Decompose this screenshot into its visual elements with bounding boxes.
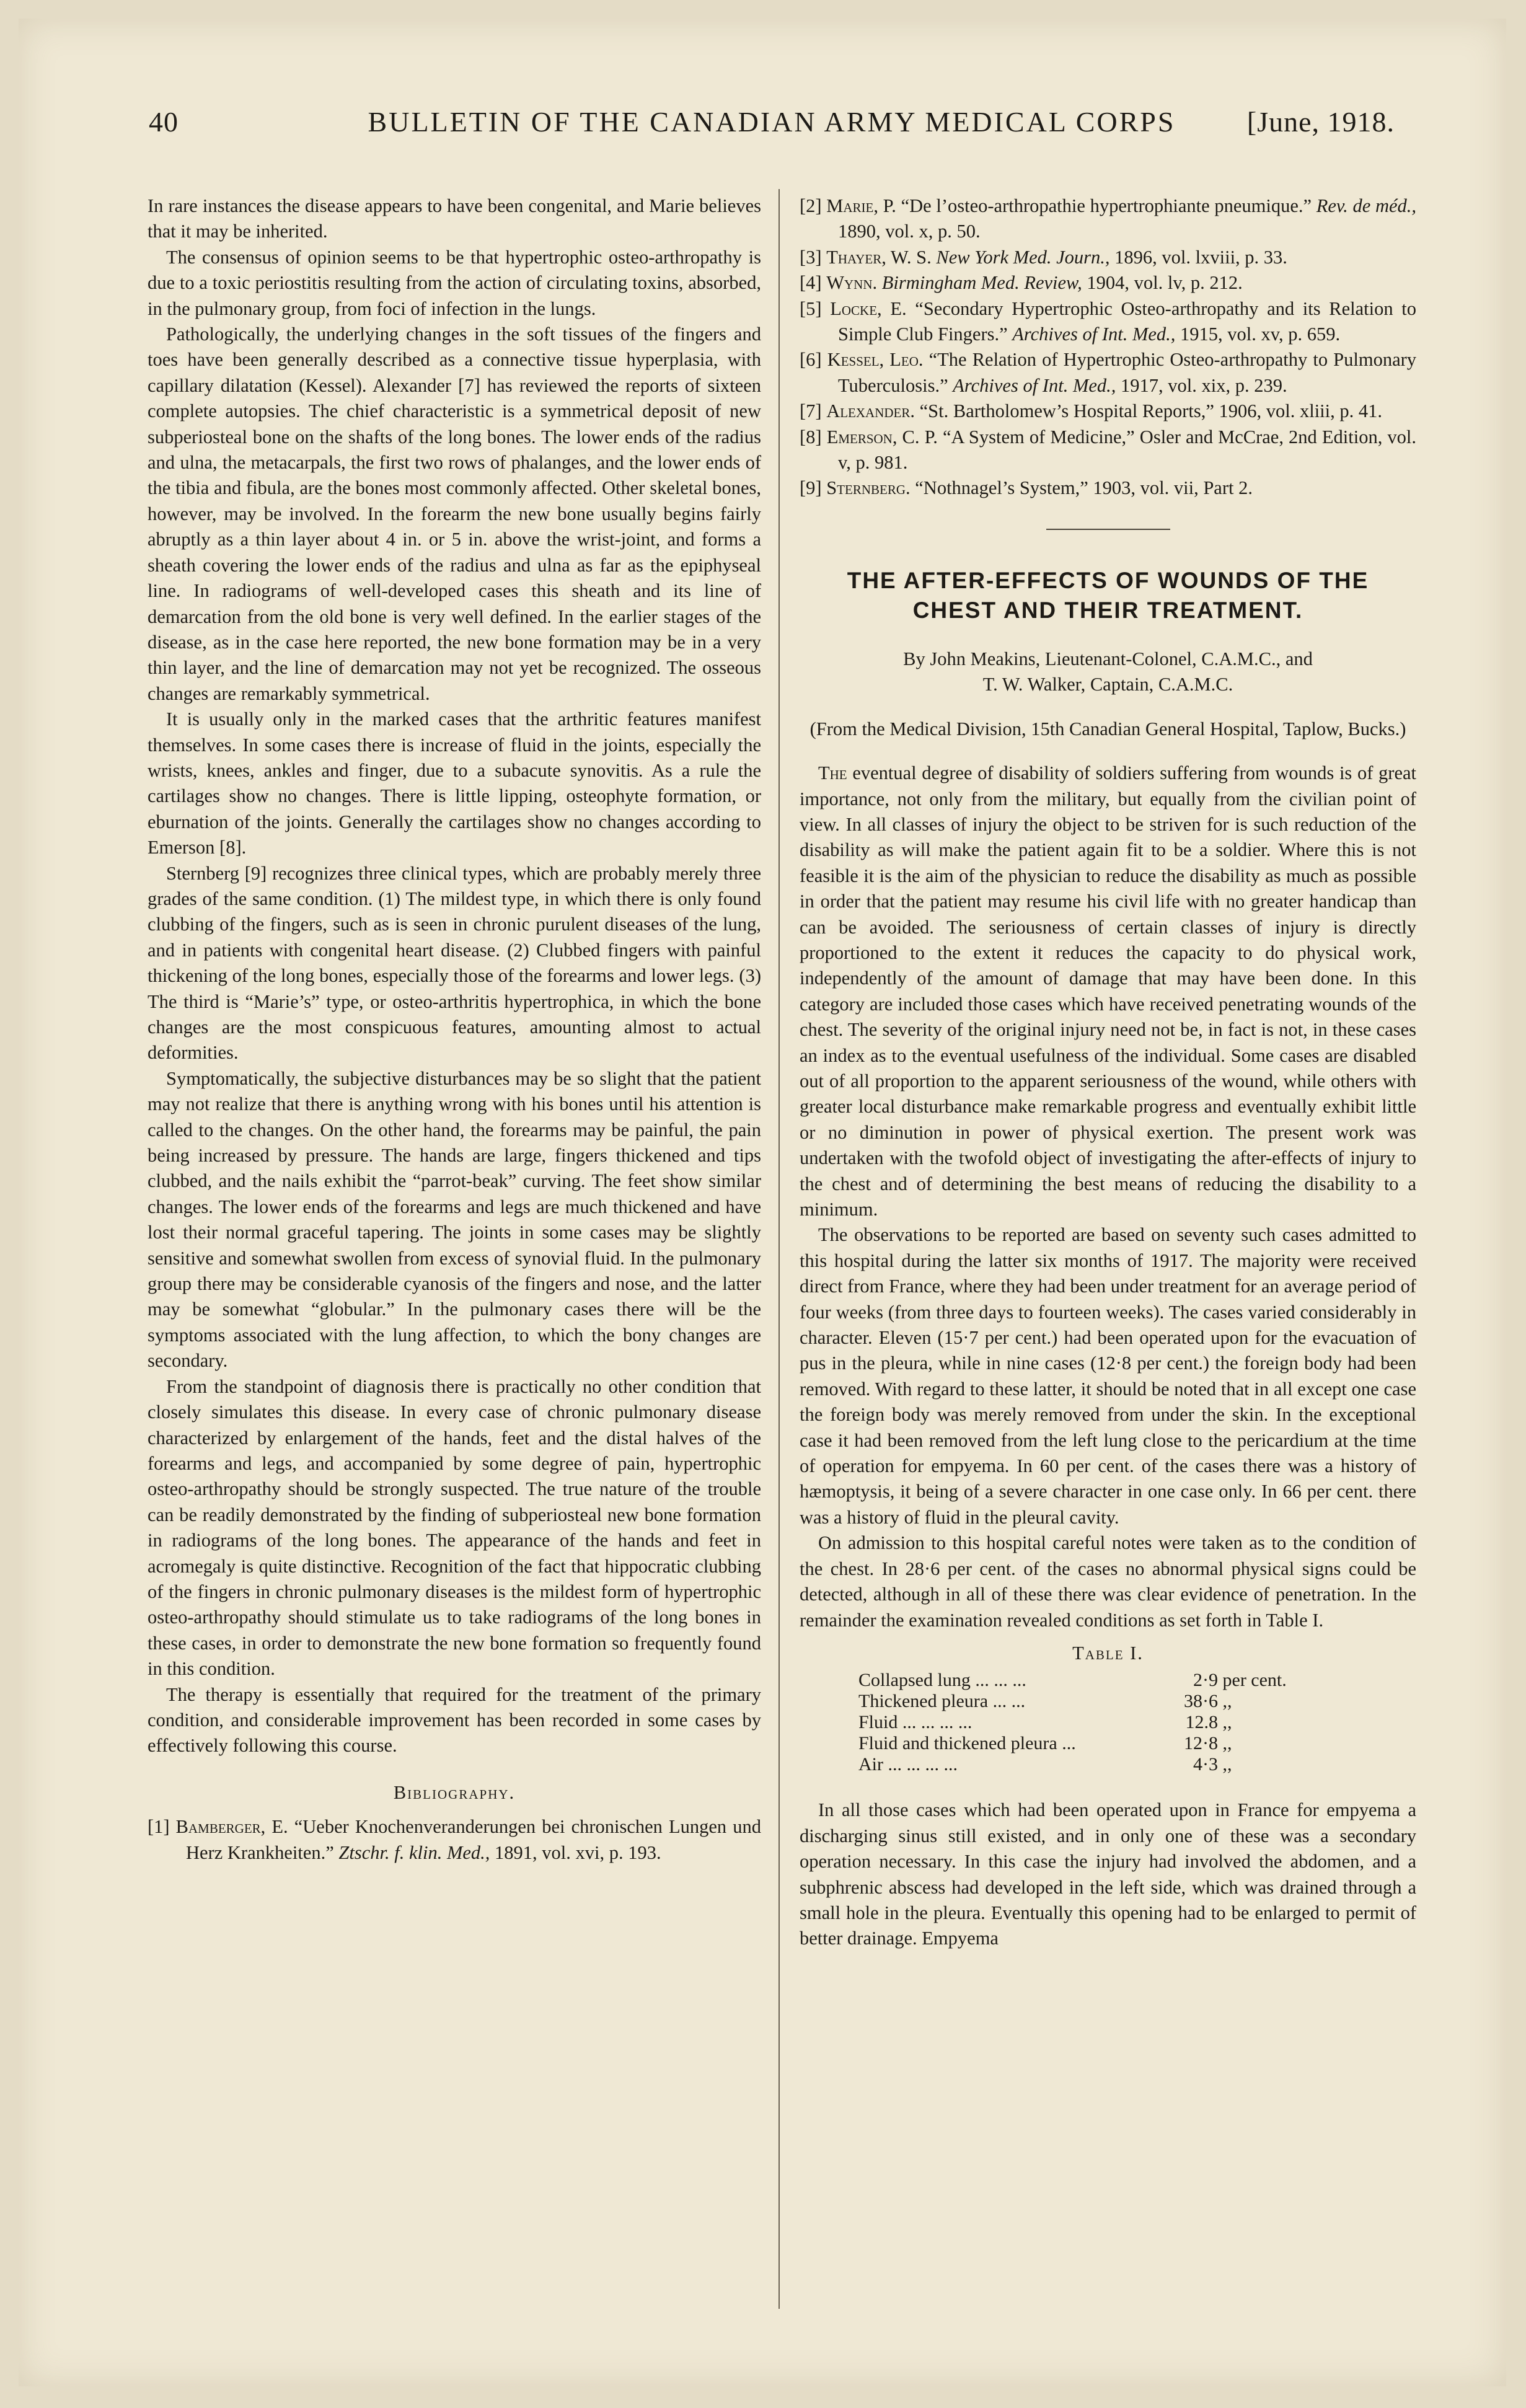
paragraph: Sternberg [9] recognizes three clinical types, which are probably merely three grades of the same condition. (1) The mildest type, in which there is only found clubbing of the fingers, such as is seen in chronic purulent diseases of the lung, and in patients with congenital heart disease. (2) Clubbed fingers with painful thickening of the long bones, especially those of the forearms and lower legs. (3) The third is “Marie’s” type, or osteo-arthritis hypertrophica, in which the bone changes are the most conspicuous features, amounting almost to actual deformities. bbox=[148, 862, 761, 1064]
ref-number: [3] bbox=[800, 246, 822, 268]
paragraph-text: eventual degree of disability of soldiers suffering from wounds is of great importance, not only from the military, but equally from the civilian point of view. In all classes of injury the object to be striven for is such reduction of the disability as will make the patient again fit to be a soldier. Where this is not feasible it is the aim of the physician to reduce the disability as much as possible in order that the patient may resume his civil life with no greater handicap than can be avoided. The seriousness of certain classes of injury is directly proportioned to the extent it reduces the capacity to do physical work, independently of the amount of damage that may have been done. In this category are included those cases which have received penetrating wounds of the chest. The severity of the original injury need not be, in fact is not, in these cases an index as to the eventual usefulness of the individual. Some cases are disabled out of all proportion to the apparent seriousness of the wound, while others with greater local disturbance make remarkable progress and eventually exhibit little or no diminution in power of physical exertion. The present work was undertaken with the twofold object of investigating the after-effects of injury to the chest and of determining the best means of reducing the disability to a minimum. bbox=[800, 762, 1416, 1220]
table-cell: 4·3 bbox=[1193, 1754, 1218, 1775]
ref-text: “A System of Medicine,” Osler and McCrae, 2nd Edition, vol. v, p. 981. bbox=[838, 426, 1417, 474]
table-cell: ,, bbox=[1222, 1712, 1232, 1733]
table-cell: Air ... ... ... ... bbox=[858, 1754, 958, 1775]
column-divider bbox=[778, 189, 780, 2309]
table-cell: ,, bbox=[1222, 1733, 1232, 1754]
ref-author: Emerson, C. P. bbox=[826, 426, 938, 448]
ref-author: Sternberg. bbox=[826, 477, 911, 499]
page-header bbox=[149, 105, 1395, 155]
byline bbox=[800, 646, 1416, 698]
reference-item bbox=[800, 347, 1416, 399]
ref-text: “Ueber Knochenveranderungen bei chronischen Lungen und Herz Krankheiten.” bbox=[186, 1816, 761, 1863]
lead-word: The bbox=[818, 762, 847, 784]
ref-author: Marie, P. bbox=[826, 195, 896, 216]
ref-text: “De l’osteo-arthropathie hypertrophiante pneumique.” bbox=[901, 195, 1312, 216]
ref-number: [5] bbox=[800, 298, 822, 319]
issue-date: [June, 1918. bbox=[1246, 106, 1395, 138]
table-row bbox=[858, 1712, 1287, 1733]
table-cell: per cent. bbox=[1222, 1670, 1287, 1691]
ref-details: 1890, vol. x, p. 50. bbox=[838, 221, 981, 242]
reference-item bbox=[800, 399, 1416, 424]
running-head: BULLETIN OF THE CANADIAN ARMY MEDICAL CORPS bbox=[368, 106, 1176, 138]
paragraph: Pathologically, the underlying changes in the soft tissues of the fingers and toes have been generally described as a connective tissue hyperplasia, with capillary dilatation (Kessel). Alexander [7] has reviewed the reports of sixteen complete autopsies. The chief characteristic is a symmetrical deposit of new subperiosteal bone on the shafts of the long bones. The lower ends of the radius and ulna, the metacarpals, the first two rows of phalanges, and the lower ends of the tibia and fibula, are the bones most commonly affected. Other skeletal bones, however, may be involved. In the forearm the new bone usually begins fairly abruptly as a thin layer about 4 in. or 5 in. above the wrist-joint, and forms a sheath covering the lower ends of the radius and ulna as far as the epiphyseal line. In radiograms of well-developed cases this sheath and its line of demarcation from the old bone is very well defined. In the earlier stages of the disease, as in the case here reported, the new bone formation may be in a very thin layer, and the line of demarcation may not yet be recognized. The osseous changes are remarkably symmetrical. bbox=[148, 324, 761, 704]
table-cell: Collapsed lung ... ... ... bbox=[858, 1670, 1026, 1691]
page-number: 40 bbox=[149, 106, 179, 138]
ref-author: Thayer, W. S. bbox=[826, 246, 932, 268]
left-column bbox=[148, 193, 761, 1866]
ref-details: 1915, vol. xv, p. 659. bbox=[1180, 324, 1341, 345]
ref-author: Kessel, Leo. bbox=[827, 349, 924, 371]
table-cell: 2·9 bbox=[1193, 1670, 1218, 1691]
ref-journal: Archives of Int. Med., bbox=[953, 374, 1116, 396]
table-cell: 12.8 bbox=[1185, 1712, 1218, 1733]
ref-journal: Rev. de méd., bbox=[1316, 195, 1417, 216]
ref-number: [2] bbox=[800, 195, 822, 216]
ref-author: Wynn. bbox=[826, 272, 878, 294]
ref-journal: New York Med. Journ., bbox=[936, 246, 1110, 268]
reference-item bbox=[800, 475, 1416, 501]
ref-author: Bamberger, E. bbox=[175, 1816, 288, 1838]
table-cell: 38·6 bbox=[1184, 1691, 1218, 1712]
article-title-line: THE AFTER-EFFECTS OF WOUNDS OF THE bbox=[847, 567, 1369, 593]
paragraph: In rare instances the disease appears to have been congenital, and Marie believes that it may be inherited. bbox=[148, 195, 761, 242]
ref-author: Alexander. bbox=[826, 400, 915, 422]
section-separator bbox=[1046, 529, 1170, 530]
ref-details: 1896, vol. lxviii, p. 33. bbox=[1114, 246, 1287, 268]
table-title: Table I. bbox=[1072, 1642, 1144, 1664]
ref-journal: Birmingham Med. Review, bbox=[881, 272, 1082, 294]
ref-number: [9] bbox=[800, 477, 822, 499]
table-cell: Fluid ... ... ... ... bbox=[858, 1712, 972, 1733]
table-row bbox=[858, 1670, 1287, 1691]
ref-details: 1891, vol. xvi, p. 193. bbox=[495, 1841, 661, 1863]
ref-number: [6] bbox=[800, 349, 822, 371]
reference-item bbox=[800, 425, 1416, 476]
ref-number: [7] bbox=[800, 400, 822, 422]
paragraph: The observations to be reported are based on seventy such cases admitted to this hospital during the latter six months of 1917. The majority were received direct from France, where they had been under treatment for an average period of four weeks (from three days to fourteen weeks). The cases varied considerably in character. Eleven (15·7 per cent.) had been operated upon for the evacuation of pus in the pleura, while in nine cases (12·8 per cent.) the foreign body had been removed. With regard to these latter, it should be noted that in all except one case the foreign body was merely removed from under the skin. In the exceptional case it had been removed from the left lung close to the pericardium at the time of operation for empyema. In 60 per cent. of the cases there was a history of hæmoptysis, it being of a severe character in one case only. In 66 per cent. there was a history of fluid in the pleural cavity. bbox=[800, 1224, 1416, 1528]
reference-item bbox=[800, 270, 1416, 296]
ref-journal: Ztschr. f. klin. Med., bbox=[338, 1841, 490, 1863]
table-cell: Thickened pleura ... ... bbox=[858, 1691, 1026, 1712]
paragraph: On admission to this hospital careful notes were taken as to the condition of the chest. In 28·6 per cent. of the cases no abnormal physical signs could be detected, although in all of these there was clear evidence of penetration. In the remainder the examination revealed conditions as set forth in Table I. bbox=[800, 1532, 1416, 1631]
ref-journal: Archives of Int. Med., bbox=[1012, 324, 1176, 345]
ref-text: “Nothnagel’s System,” 1903, vol. vii, Part 2. bbox=[915, 477, 1253, 499]
reference-item bbox=[800, 296, 1416, 348]
table-row bbox=[858, 1691, 1287, 1712]
page bbox=[19, 19, 1506, 2386]
paragraph: In all those cases which had been operated upon in France for empyema a discharging sinus still existed, and in only one of these was a secondary operation necessary. In this case the injury had involved the abdomen, and a subphrenic abscess had developed in the left side, which was drained through a small hole in the pleura. Eventually this opening had to be enlarged to permit of better drainage. Empyema bbox=[800, 1799, 1416, 1949]
paragraph: The therapy is essentially that required for the treatment of the primary condition, and considerable improvement has been recorded in some cases by effectively following this course. bbox=[148, 1683, 761, 1757]
table-row bbox=[858, 1733, 1287, 1754]
paragraph: It is usually only in the marked cases that the arthritic features manifest themselves. In some cases there is increase of fluid in the joints, especially the wrists, knees, ankles and finger, due to a subacute synovitis. As a rule the cartilages show no changes. There is little lipping, osteophyte formation, or eburnation of the joints. Generally the cartilages show no changes according to Emerson [8]. bbox=[148, 708, 761, 858]
paragraph: Symptomatically, the subjective disturbances may be so slight that the patient may not realize that there is anything wrong with his bones until his attention is called to the changes. On the other hand, the forearms may be painful, the pain being increased by pressure. The hands are large, fingers thickened and tips clubbed, and the nails exhibit the “parrot-beak” curving. The feet show similar changes. The lower ends of the forearms and legs are much thickened and have lost their normal graceful tapering. The joints in some cases may be slightly sensitive and somewhat swollen from excess of synovial fluid. In the pulmonary group there may be considerable cyanosis of the fingers and nose, and the latter may be somewhat “globular.” In the pulmonary cases there will be the symptoms associated with the lung affection, to which the bony changes are secondary. bbox=[148, 1067, 761, 1372]
table-cell: Fluid and thickened pleura ... bbox=[858, 1733, 1076, 1754]
data-table bbox=[858, 1670, 1287, 1775]
affiliation: (From the Medical Division, 15th Canadian General Hospital, Taplow, Bucks.) bbox=[809, 718, 1406, 739]
ref-details: 1904, vol. lv, p. 212. bbox=[1087, 272, 1243, 294]
reference-item bbox=[800, 245, 1416, 270]
table-cell: ,, bbox=[1222, 1691, 1232, 1712]
right-column bbox=[800, 193, 1416, 1952]
article-title bbox=[800, 566, 1416, 625]
bibliography-heading: Bibliography. bbox=[393, 1781, 516, 1803]
ref-text: “Secondary Hypertrophic Osteo-arthropathy and its Relation to Simple Club Fingers.” bbox=[838, 298, 1417, 345]
ref-author: Locke, E. bbox=[830, 298, 907, 319]
ref-number: [4] bbox=[800, 272, 822, 294]
article-title-line: CHEST AND THEIR TREATMENT. bbox=[912, 597, 1303, 623]
ref-details: 1917, vol. xix, p. 239. bbox=[1121, 374, 1287, 396]
reference-item bbox=[148, 1814, 761, 1866]
paragraph: The consensus of opinion seems to be that hypertrophic osteo-arthropathy is due to a toxic periostitis resulting from the action of circulating toxins, absorbed, in the pulmonary group, from foci of infection in the lungs. bbox=[148, 246, 761, 319]
paragraph: From the standpoint of diagnosis there is practically no other condition that closely simulates this disease. In every case of chronic pulmonary disease characterized by enlargement of the hands, feet and the distal halves of the forearms and legs, and accompanied by some degree of pain, hypertrophic osteo-arthropathy should be strongly suspected. The true nature of the trouble can be readily demonstrated by the finding of subperiosteal new bone formation in radiograms of the long bones. The appearance of the hands and feet in acromegaly is quite distinctive. Recognition of the fact that hippocratic clubbing of the fingers in chronic pulmonary diseases is the mildest form of hypertrophic osteo-arthropathy should stimulate us to take radiograms of the long bones in these cases, in order to demonstrate the new bone formation so frequently found in this condition. bbox=[148, 1375, 761, 1680]
table-cell: 12·8 bbox=[1184, 1733, 1218, 1754]
ref-text: “The Relation of Hypertrophic Osteo-arthropathy to Pulmonary Tuberculosis.” bbox=[838, 349, 1417, 396]
byline-line: By John Meakins, Lieutenant-Colonel, C.A.M.C., and bbox=[903, 648, 1313, 669]
reference-item bbox=[800, 193, 1416, 245]
ref-number: [1] bbox=[148, 1816, 170, 1838]
paragraph bbox=[800, 761, 1416, 1222]
table-cell: ,, bbox=[1222, 1754, 1232, 1775]
table-row bbox=[858, 1754, 1287, 1775]
ref-text: “St. Bartholomew’s Hospital Reports,” 1906, vol. xliii, p. 41. bbox=[919, 400, 1382, 422]
ref-number: [8] bbox=[800, 426, 822, 448]
byline-line: T. W. Walker, Captain, C.A.M.C. bbox=[982, 674, 1233, 695]
